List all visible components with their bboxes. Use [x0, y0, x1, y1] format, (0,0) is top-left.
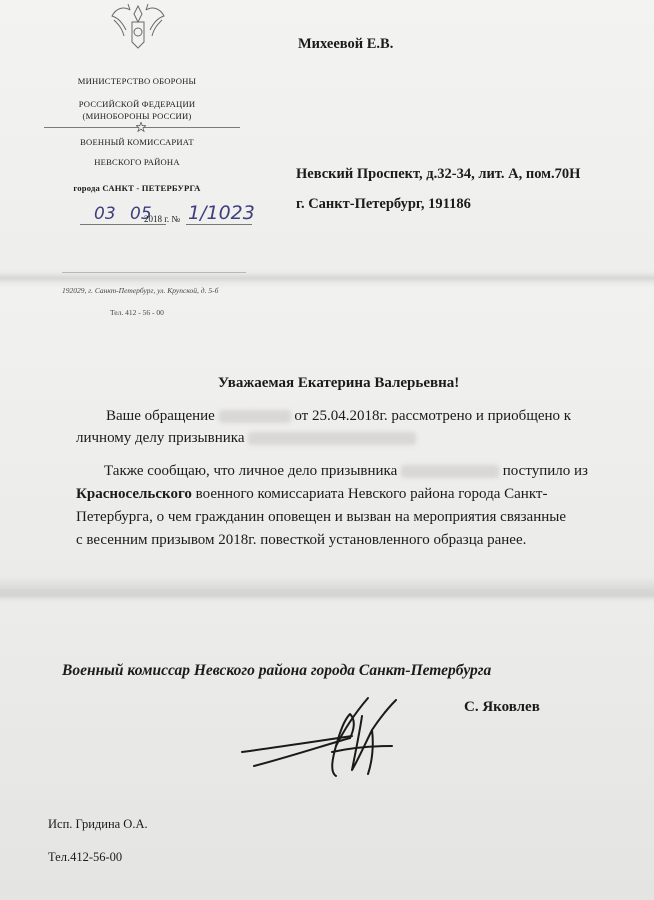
- recipient-name: Михеевой Е.В.: [298, 36, 394, 52]
- paragraph-2-line-3: Петербурга, о чем гражданин оповещен и вызван на мероприятия связанные: [76, 509, 566, 525]
- recipient-street: Невский Проспект, д.32-34, лит. А, пом.70Н: [296, 166, 581, 182]
- p1-start: Ваше обращение: [106, 408, 215, 424]
- paper-fold-bottom: [0, 588, 654, 600]
- p1-mid: от 25.04.2018г. рассмотрено и приобщено к: [294, 408, 572, 424]
- p1-end: личному делу призывника: [76, 430, 245, 446]
- commissariat-line-1: ВОЕННЫЙ КОМИССАРИАТ: [80, 137, 194, 147]
- date-month: 05: [130, 204, 152, 224]
- paragraph-1-line-1: [106, 404, 571, 428]
- ministry-line-2: РОССИЙСКОЙ ФЕДЕРАЦИИ: [78, 99, 196, 109]
- double-headed-eagle-emblem-icon: [108, 0, 168, 52]
- p2-bold-district: Красносельского: [76, 486, 192, 502]
- commissariat-line-2: НЕВСКОГО РАЙОНА: [94, 157, 180, 167]
- executor: Исп. Гридина О.А.: [48, 817, 148, 831]
- address-divider: [62, 272, 246, 273]
- redacted-conscript-name-2: [401, 465, 499, 478]
- recipient-city: г. Санкт-Петербург, 191186: [296, 196, 471, 212]
- signatory-name: С. Яковлев: [464, 699, 540, 715]
- salutation: Уважаемая Екатерина Валерьевна!: [218, 375, 460, 391]
- p2-after: поступило из: [502, 463, 588, 479]
- date-year: 2018 г. №: [144, 214, 181, 224]
- handwritten-signature: [232, 690, 432, 800]
- paragraph-2-line-2: [76, 482, 547, 506]
- sender-address: 192029, г. Санкт-Петербург, ул. Крупской, д. 5-б: [62, 286, 219, 295]
- ministry-line-3: (МИНОБОРОНЫ РОССИИ): [82, 111, 192, 121]
- date-number-row: [60, 202, 270, 228]
- paragraph-2-line-1: [104, 459, 588, 483]
- paper-fold-top: [0, 272, 654, 282]
- date-day-underline: [80, 224, 124, 225]
- redacted-reference: [219, 410, 291, 423]
- city-line: города САНКТ - ПЕТЕРБУРГА: [73, 183, 201, 193]
- sender-phone: Тел. 412 - 56 - 00: [110, 308, 164, 317]
- p2-start: Также сообщаю, что личное дело призывника: [104, 463, 398, 479]
- redacted-conscript-name-1: [248, 432, 416, 445]
- star-icon: [136, 122, 146, 132]
- p2-line2-rest: военного комиссариата Невского района города Санкт-: [195, 486, 548, 502]
- paragraph-2-line-4: с весенним призывом 2018г. повесткой установленного образца ранее.: [76, 532, 527, 548]
- signatory-position: Военный комиссар Невского района города Санкт-Петербурга: [62, 662, 492, 679]
- outgoing-number: 1/1023: [188, 202, 255, 224]
- paragraph-1-line-2: [76, 426, 416, 450]
- executor-phone: Тел.412-56-00: [48, 850, 123, 864]
- date-month-underline: [122, 224, 166, 225]
- number-underline: [186, 224, 252, 225]
- ministry-line-1: МИНИСТЕРСТВО ОБОРОНЫ: [77, 76, 197, 86]
- date-day: 03: [94, 204, 116, 224]
